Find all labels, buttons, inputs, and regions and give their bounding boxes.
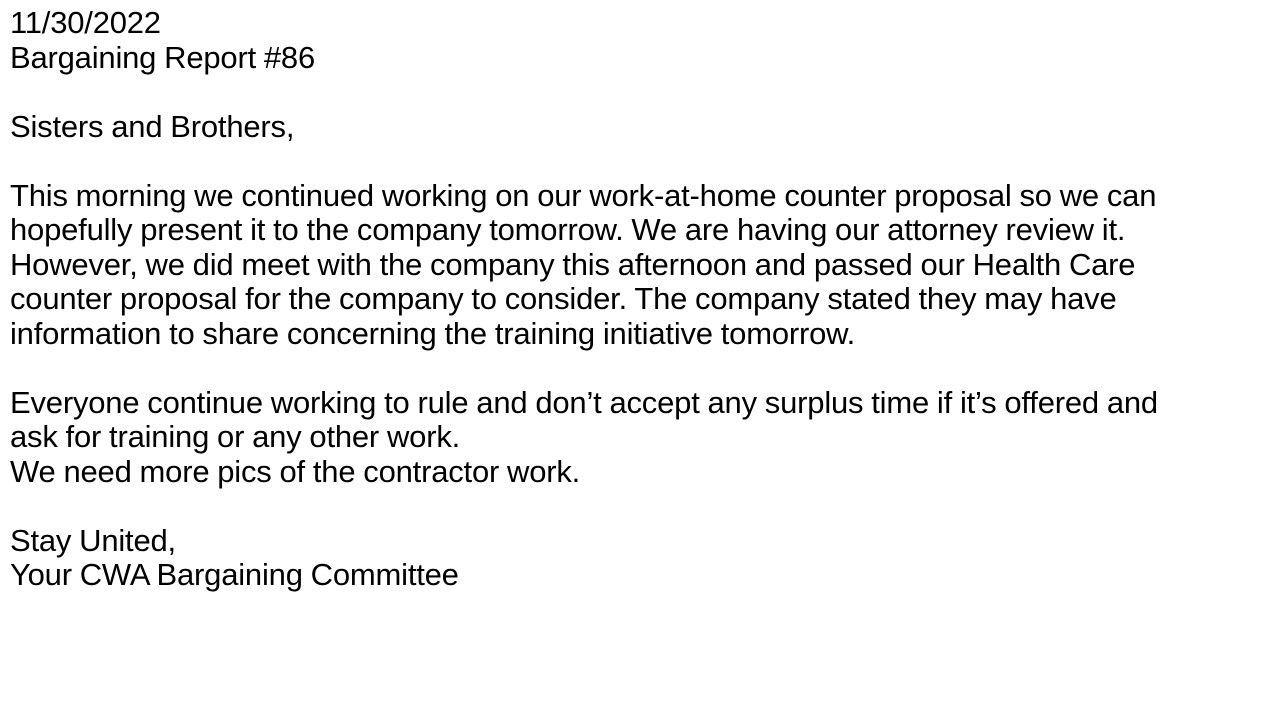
paragraph-line: This morning we continued working on our work-at-home counter proposal so we can — [10, 177, 1157, 213]
closing: Stay United, — [10, 522, 176, 558]
paragraph-instructions — [10, 386, 1272, 490]
paragraph-line: However, we did meet with the company this afternoon and passed our Health Care — [10, 246, 1136, 282]
report-title: Bargaining Report #86 — [10, 39, 316, 75]
spacer — [10, 75, 1272, 110]
spacer — [10, 351, 1272, 386]
greeting: Sisters and Brothers, — [10, 108, 295, 144]
paragraph-update — [10, 179, 1272, 352]
signature: Your CWA Bargaining Committee — [10, 557, 459, 592]
paragraph-line: hopefully present it to the company tomorrow. We are having our attorney review it. — [10, 212, 1126, 247]
paragraph-line: counter proposal for the company to consider. The company stated they may have — [10, 281, 1117, 316]
paragraph-line: information to share concerning the training initiative tomorrow. — [10, 315, 856, 351]
paragraph-line: We need more pics of the contractor work. — [10, 453, 581, 489]
paragraph-line: Everyone continue working to rule and don’t accept any surplus time if it’s offered and — [10, 384, 1158, 420]
spacer — [10, 144, 1272, 179]
bargaining-report-document — [10, 6, 1272, 593]
spacer — [10, 489, 1272, 524]
report-date: 11/30/2022 — [10, 5, 161, 40]
paragraph-line: ask for training or any other work. — [10, 419, 461, 454]
